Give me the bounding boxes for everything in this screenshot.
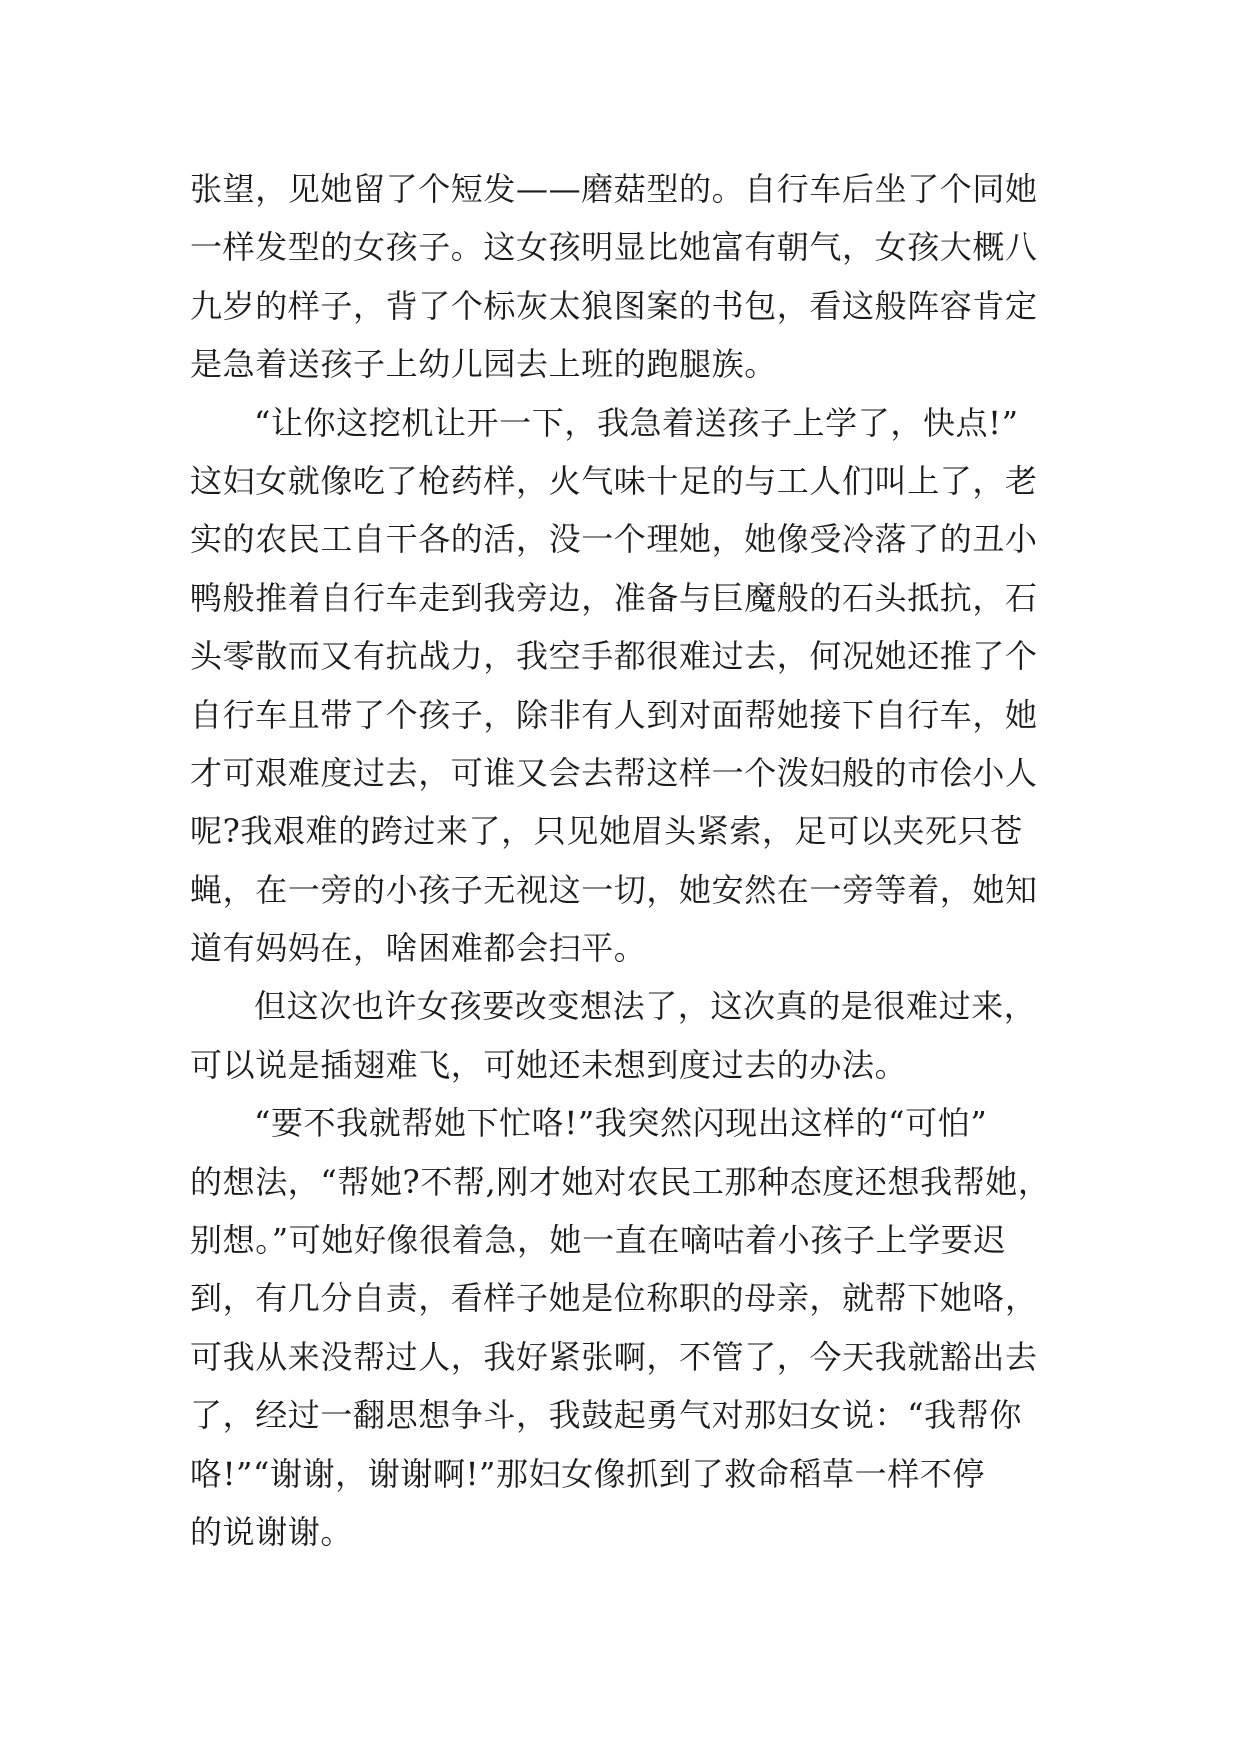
text-line: 实的农民工自干各的活，没一个理她，她像受冷落了的丑小 (190, 520, 1038, 559)
text-line: 可以说是插翅难飞，可她还未想到度过去的办法。 (190, 1045, 908, 1084)
text-line: 头零散而又有抗战力，我空手都很难过去，何况她还推了个 (190, 637, 1038, 676)
text-line: 才可艰难度过去，可谁又会去帮这样一个泼妇般的市侩小人 (190, 753, 1038, 792)
document-body (190, 160, 1060, 1561)
text-line: 自行车且带了个孩子，除非有人到对面帮她接下自行车，她 (190, 695, 1038, 734)
text-line: 可我从来没帮过人，我好紧张啊，不管了，今天我就豁出去 (190, 1337, 1038, 1376)
text-line: 的说谢谢。 (190, 1512, 354, 1551)
text-line: 到，有几分自责，看样子她是位称职的母亲，就帮下她咯， (190, 1279, 1038, 1318)
text-line: 这妇女就像吃了枪药样，火气味十足的与工人们叫上了，老 (190, 461, 1038, 500)
text-line: 的想法，“帮她?不帮,刚才她对农民工那种态度还想我帮她， (190, 1162, 1051, 1201)
text-line: 是急着送孩子上幼儿园去上班的跑腿族。 (190, 345, 777, 384)
text-line: 别想。”可她好像很着急，她一直在嘀咕着小孩子上学要迟 (190, 1221, 1006, 1260)
text-line: 九岁的样子，背了个标灰太狼图案的书包，看这般阵容肯定 (190, 286, 1038, 325)
text-line: 鸭般推着自行车走到我旁边，准备与巨魔般的石头抵抗，石 (190, 578, 1038, 617)
text-line: 道有妈妈在，啥困难都会扫平。 (190, 929, 647, 968)
text-line: “要不我就帮她下忙咯!”我突然闪现出这样的“可怕” (254, 1104, 988, 1143)
text-line: “让你这挖机让开一下，我急着送孩子上学了，快点!” (254, 403, 1019, 442)
text-line: 咯!”“谢谢，谢谢啊!”那妇女像抓到了救命稻草一样不停 (190, 1454, 985, 1493)
text-line: 一样发型的女孩子。这女孩明显比她富有朝气，女孩大概八 (190, 228, 1038, 267)
text-line: 蝇，在一旁的小孩子无视这一切，她安然在一旁等着，她知 (190, 870, 1038, 909)
text-line: 但这次也许女孩要改变想法了，这次真的是很难过来， (254, 987, 1037, 1026)
text-line: 了，经过一翻思想争斗，我鼓起勇气对那妇女说：“我帮你 (190, 1396, 1022, 1435)
text-line: 张望，见她留了个短发——磨菇型的。自行车后坐了个同她 (190, 170, 1038, 208)
text-line: 呢?我艰难的跨过来了，只见她眉头紧索，足可以夹死只苍 (190, 812, 1023, 851)
